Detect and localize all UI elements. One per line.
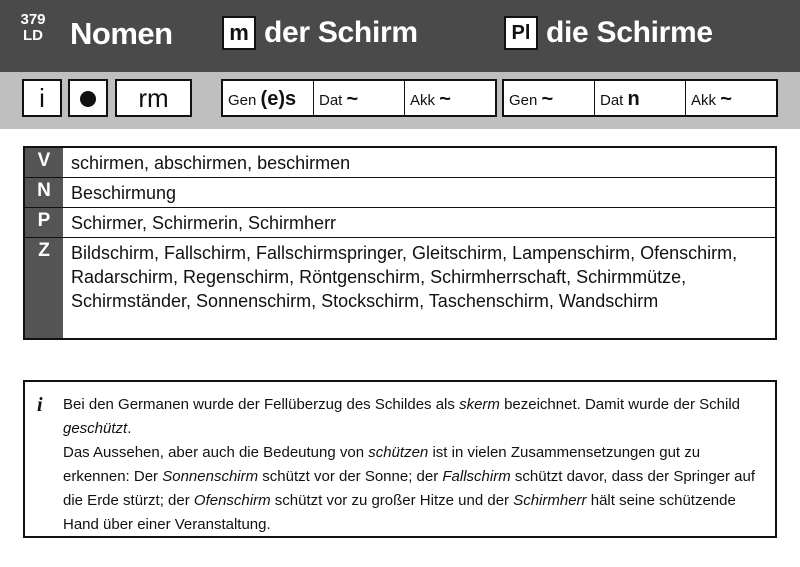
entry-level: LD (23, 27, 43, 44)
row-text: Bildschirm, Fallschirm, Fallschirmspringer, Gleitschirm, Lampenschirm, Ofenschirm, Radarschirm, Regenschirm, Röntgenschirm, Schirmherrschaft, Schirmmütze, Schirmständer, Sonnenschirm, Stockschirm, Taschenschirm, Wandschirm (71, 243, 738, 311)
info-paragraph-1: Bei den Germanen wurde der Fellüberzug des Schildes als skerm bezeichnet. Damit wurde der Schild geschützt. (63, 396, 741, 437)
case-gen-sg: Gen (e)s (223, 81, 314, 115)
entry-number-block (8, 12, 58, 66)
dot-tag (68, 79, 108, 117)
case-dat-sg: Dat ~ (314, 81, 405, 115)
info-tag: i (22, 79, 62, 117)
row-letter: P (25, 208, 63, 237)
case-gen-pl: Gen ~ (504, 81, 595, 115)
entry-header (0, 0, 800, 72)
info-paragraph-2: Das Aussehen, aber auch die Bedeutung von schützen ist in vielen Zusammensetzungen gut zu erkennen: Der Sonnenschirm schützt vor der Sonne; der Fallschirm schützt davor, dass der Springer auf die Erde stürzt; der Ofenschirm schützt vor zu großer Hitze und der Schirmherr hält seine schützende Hand über einer Veranstaltung. (63, 444, 756, 533)
word-family-row-person (25, 208, 775, 238)
info-box (23, 380, 777, 538)
plural-badge: Pl (504, 16, 538, 50)
row-letter: V (25, 148, 63, 177)
singular-declension (221, 79, 497, 117)
info-icon: i (37, 394, 43, 416)
case-akk-sg: Akk ~ (410, 88, 451, 110)
word-family-row-verb (25, 148, 775, 178)
row-text: Beschirmung (71, 183, 177, 203)
word-family-row-noun (25, 178, 775, 208)
type-tag: rm (115, 79, 192, 117)
row-letter: N (25, 178, 63, 207)
word-family-row-compounds (25, 238, 775, 338)
info-text (63, 393, 767, 537)
category-title: Nomen (70, 16, 173, 51)
entry-number: 379 (20, 11, 46, 28)
case-akk-pl: Akk ~ (691, 88, 732, 110)
row-text: schirmen, abschirmen, beschirmen (71, 153, 351, 173)
singular-badge: m (222, 16, 256, 50)
plural-form: die Schirme (546, 16, 713, 49)
row-letter: Z (25, 238, 63, 338)
singular-form: der Schirm (264, 16, 418, 49)
plural-declension (502, 79, 778, 117)
case-dat-pl: Dat n (595, 81, 686, 115)
word-family-table (23, 146, 777, 340)
bullet-icon (80, 91, 96, 107)
row-text: Schirmer, Schirmerin, Schirmherr (71, 213, 337, 233)
